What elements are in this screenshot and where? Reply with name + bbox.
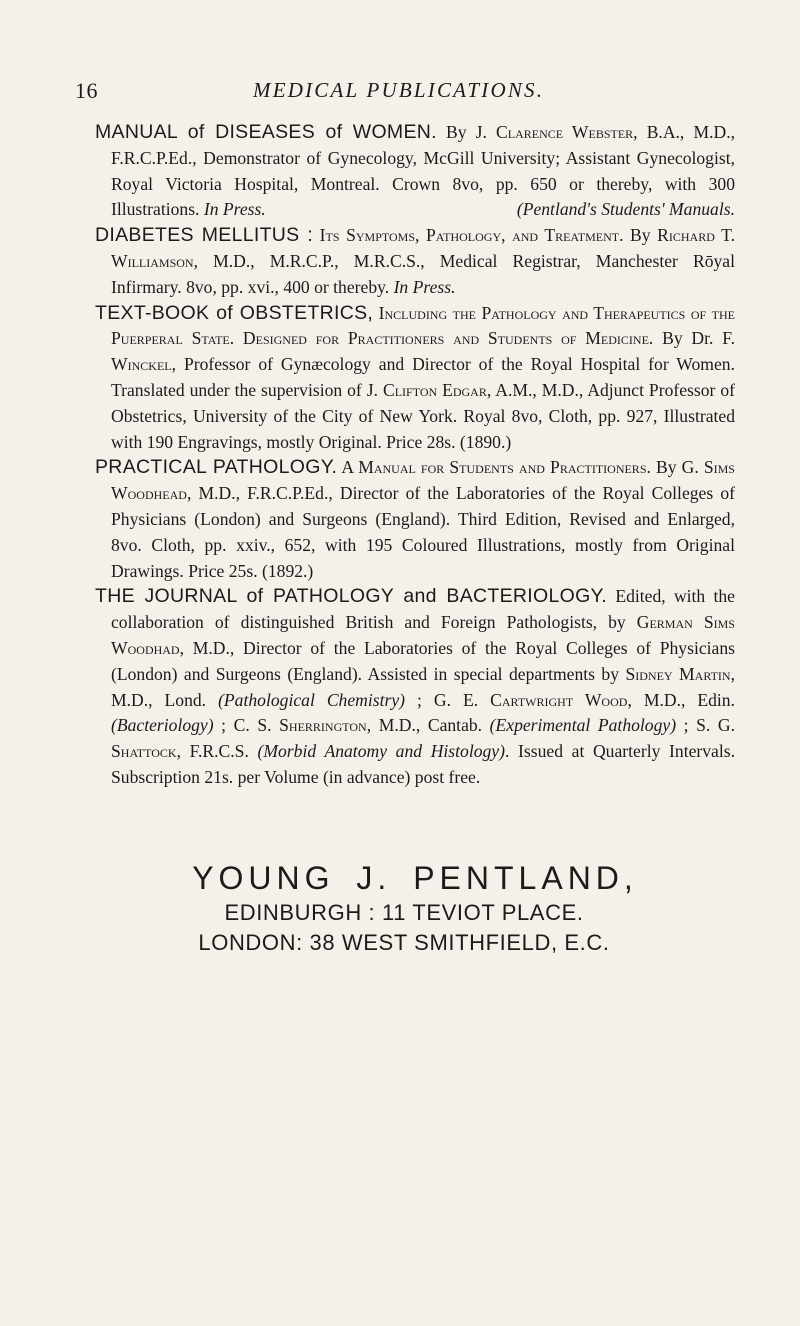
entry-author: F. Winckel — [111, 328, 735, 375]
entry-title: DIABETES MELLITUS : — [95, 224, 314, 247]
entry-status: In Press. — [393, 276, 456, 297]
entry-editor: J. Clifton Edgar — [366, 379, 487, 400]
separator: ; — [676, 715, 697, 736]
entry-status: In Press. — [203, 199, 266, 220]
entry-subscription: . Issued at Quarterly Intervals. Subscription 21s. per Volume (in advance) post free. — [111, 741, 735, 787]
entry-description: , Professor of Gynæcology and Director of the Royal Hospital for Women. Translated under the supervision of — [111, 354, 735, 400]
entry-by: By — [436, 122, 476, 142]
contributor-credentials: , F.R.C.S. — [176, 741, 258, 762]
london-address: LONDON: 38 WEST SMITHFIELD, E.C. — [198, 930, 610, 955]
entry-description-continued: , A.M., M.D., Adjunct Professor of Obstetrics, University of the City of New York. Royal 8vo, Cloth, pp. 927, Illustrated with 190 Engravings, mostly Original. Price 28s. (1890.) — [111, 379, 735, 452]
entry-subtitle: Including the Pathology and Therapeutics of the Puerperal State. Designed for Practitioners and Students of Medicine. — [111, 302, 735, 349]
entry-description: , M.D., M.R.C.P., M.R.C.S., Medical Registrar, Manchester Rōyal Infirmary. 8vo, pp. xvi., 400 or thereby. — [111, 250, 735, 297]
contributor-name: G. E. Cartwright Wood — [433, 689, 628, 710]
contributor-name: C. S. Sherrington — [233, 715, 367, 736]
entry-author: G. Sims Woodhead — [111, 457, 735, 504]
entry-author: Richard T. Williamson — [111, 225, 735, 271]
running-head — [0, 78, 800, 108]
entry-title: THE JOURNAL of PATHOLOGY and BACTERIOLOGY. — [95, 585, 608, 608]
entry-description: Edited, with the collaboration of distinguished British and Foreign Pathologists, by — [111, 586, 735, 633]
publisher-imprint — [0, 858, 800, 958]
separator: ; — [213, 715, 234, 736]
entry-description: , M.D., F.R.C.P.Ed., Director of the Laboratories of the Royal Colleges of Physicians (London) and Surgeons (England). Third Edition, Revised and Enlarged, 8vo. Cloth, pp. xxiv., 652, with 195 Coloured Illustrations, mostly from Original Drawings. Price 25s. (1892.) — [111, 483, 735, 581]
contributor-field: (Pathological Chemistry) — [218, 689, 406, 710]
publication-entry-journal-pathology — [95, 584, 735, 790]
contributor-name: Sidney Martin — [625, 663, 731, 684]
entry-by: By — [623, 225, 658, 246]
contributor-field: (Experimental Pathology) — [489, 715, 677, 736]
publication-entry-diabetes-mellitus — [95, 223, 735, 300]
publication-entry-diseases-of-women — [95, 120, 735, 223]
running-head-title: MEDICAL PUBLICATIONS. — [253, 78, 545, 102]
entry-description-continued: , M.D., Director of the Laboratories of the Royal Colleges of Physicians (London) and Surgeons (England). Assisted in special departments by — [111, 637, 735, 684]
page-number: 16 — [75, 78, 98, 103]
publication-entry-obstetrics — [95, 301, 735, 456]
contributor-credentials: , M.D., Lond. — [111, 663, 736, 710]
contributor-field: (Morbid Anatomy and Histology) — [257, 741, 505, 762]
entry-subtitle: A Manual for Students and Practitioners. — [337, 457, 651, 478]
entry-by: By Dr. — [653, 328, 723, 349]
entry-series: (Pentland's Students' Manuals. — [516, 199, 735, 220]
entry-title: TEXT-BOOK of OBSTETRICS, — [95, 301, 374, 324]
contributor-credentials: , M.D., Cantab. — [366, 715, 490, 736]
contributor-field: (Bacteriology) — [111, 715, 214, 736]
separator: ; — [405, 689, 434, 710]
edinburgh-address: EDINBURGH : 11 TEVIOT PLACE. — [224, 900, 584, 925]
publisher-name: YOUNG J. PENTLAND, — [192, 860, 638, 896]
contributor-credentials: , M.D., Edin. — [627, 689, 735, 710]
entry-author: German Sims Woodhad — [111, 612, 735, 658]
entry-title: PRACTICAL PATHOLOGY. — [95, 456, 338, 479]
entry-author: J. Clarence Webster — [475, 122, 634, 142]
entry-description: , B.A., M.D., F.R.C.P.Ed., Demonstrator of Gynecology, McGill University; Assistant Gynecologist, Royal Victoria Hospital, Montreal. Crown 8vo, pp. 650 or thereby, with 300 Illustrations. — [111, 122, 735, 220]
publication-entry-practical-pathology — [95, 455, 735, 584]
publication-list — [95, 120, 735, 791]
entry-subtitle: Its Symptoms, Pathology, and Treatment. — [313, 225, 624, 246]
entry-title: MANUAL of DISEASES of WOMEN. — [95, 121, 437, 143]
entry-by: By — [650, 457, 682, 478]
contributor-name: S. G. Shattock — [111, 715, 735, 762]
